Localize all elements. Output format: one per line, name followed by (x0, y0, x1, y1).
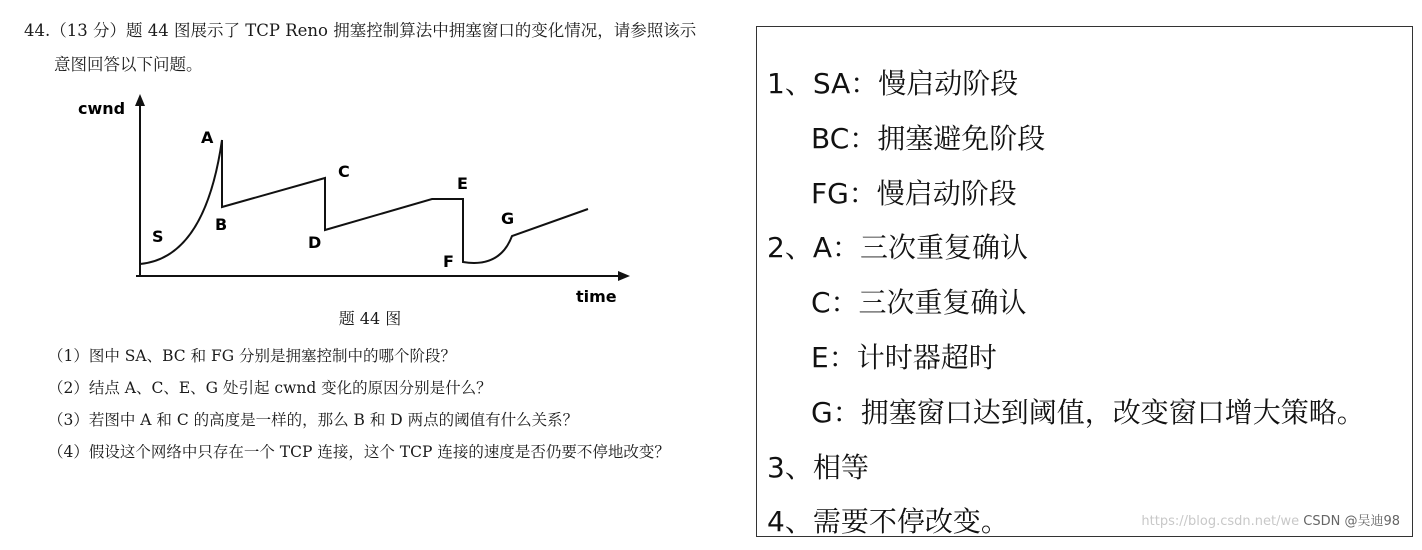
sub-question-4: （4）假设这个网络中只存在一个 TCP 连接，这个 TCP 连接的速度是否仍要不停地改变？ (48, 443, 670, 461)
sub-question-1: （1）图中 SA、BC 和 FG 分别是拥塞控制中的哪个阶段？ (48, 347, 457, 365)
sub-question-3: （3）若图中 A 和 C 的高度是一样的，那么 B 和 D 两点的阈值有什么关系？ (48, 411, 579, 429)
answer-line-3: FG：慢启动阶段 (811, 176, 1017, 210)
answer-line-6: E：计时器超时 (811, 340, 997, 374)
x-axis-label: time (576, 287, 617, 306)
point-label-d: D (308, 233, 322, 252)
answer-line-2: BC：拥塞避免阶段 (811, 121, 1046, 155)
answer-line-9: 4、需要不停改变。 (767, 505, 1009, 539)
watermark-brand: CSDN @吴迪98 (1303, 514, 1400, 529)
question-number: 44. (24, 21, 51, 40)
answer-line-8: 3、相等 (767, 450, 869, 484)
y-axis-arrow (135, 94, 145, 106)
answer-line-7: G：拥塞窗口达到阈值，改变窗口增大策略。 (811, 395, 1365, 429)
point-label-s: S (152, 227, 164, 246)
point-label-a: A (201, 128, 214, 147)
question-header (24, 14, 714, 82)
watermark-url: https://blog.csdn.net/we (1141, 514, 1300, 529)
answer-line-1: 1、SA：慢启动阶段 (767, 67, 1019, 100)
cwnd-diagram-svg (60, 88, 660, 318)
x-axis-arrow (618, 271, 630, 281)
answer-list (767, 57, 1365, 550)
watermark (1141, 510, 1400, 529)
cwnd-curve (140, 140, 588, 264)
sub-question-list (48, 340, 698, 468)
point-label-e: E (457, 174, 468, 193)
answer-line-5: C：三次重复确认 (811, 286, 1027, 320)
cwnd-diagram (60, 88, 660, 318)
point-label-b: B (215, 215, 228, 234)
y-axis-label: cwnd (78, 99, 126, 118)
figure-caption: 题 44 图 (338, 309, 402, 328)
question-score: （13 分） (50, 21, 126, 40)
question-text-line1: 题 44 图展示了 TCP Reno 拥塞控制算法中拥塞窗口的变化情况，请参照该示 (126, 21, 697, 40)
question-text-line2: 意图回答以下问题。 (54, 55, 203, 74)
point-label-g: G (501, 209, 515, 228)
sub-question-2: （2）结点 A、C、E、G 处引起 cwnd 变化的原因分别是什么？ (48, 379, 492, 397)
answer-line-4: 2、A：三次重复确认 (767, 231, 1028, 265)
point-label-c: C (338, 162, 350, 181)
answer-box (756, 26, 1413, 537)
point-label-f: F (443, 252, 454, 271)
